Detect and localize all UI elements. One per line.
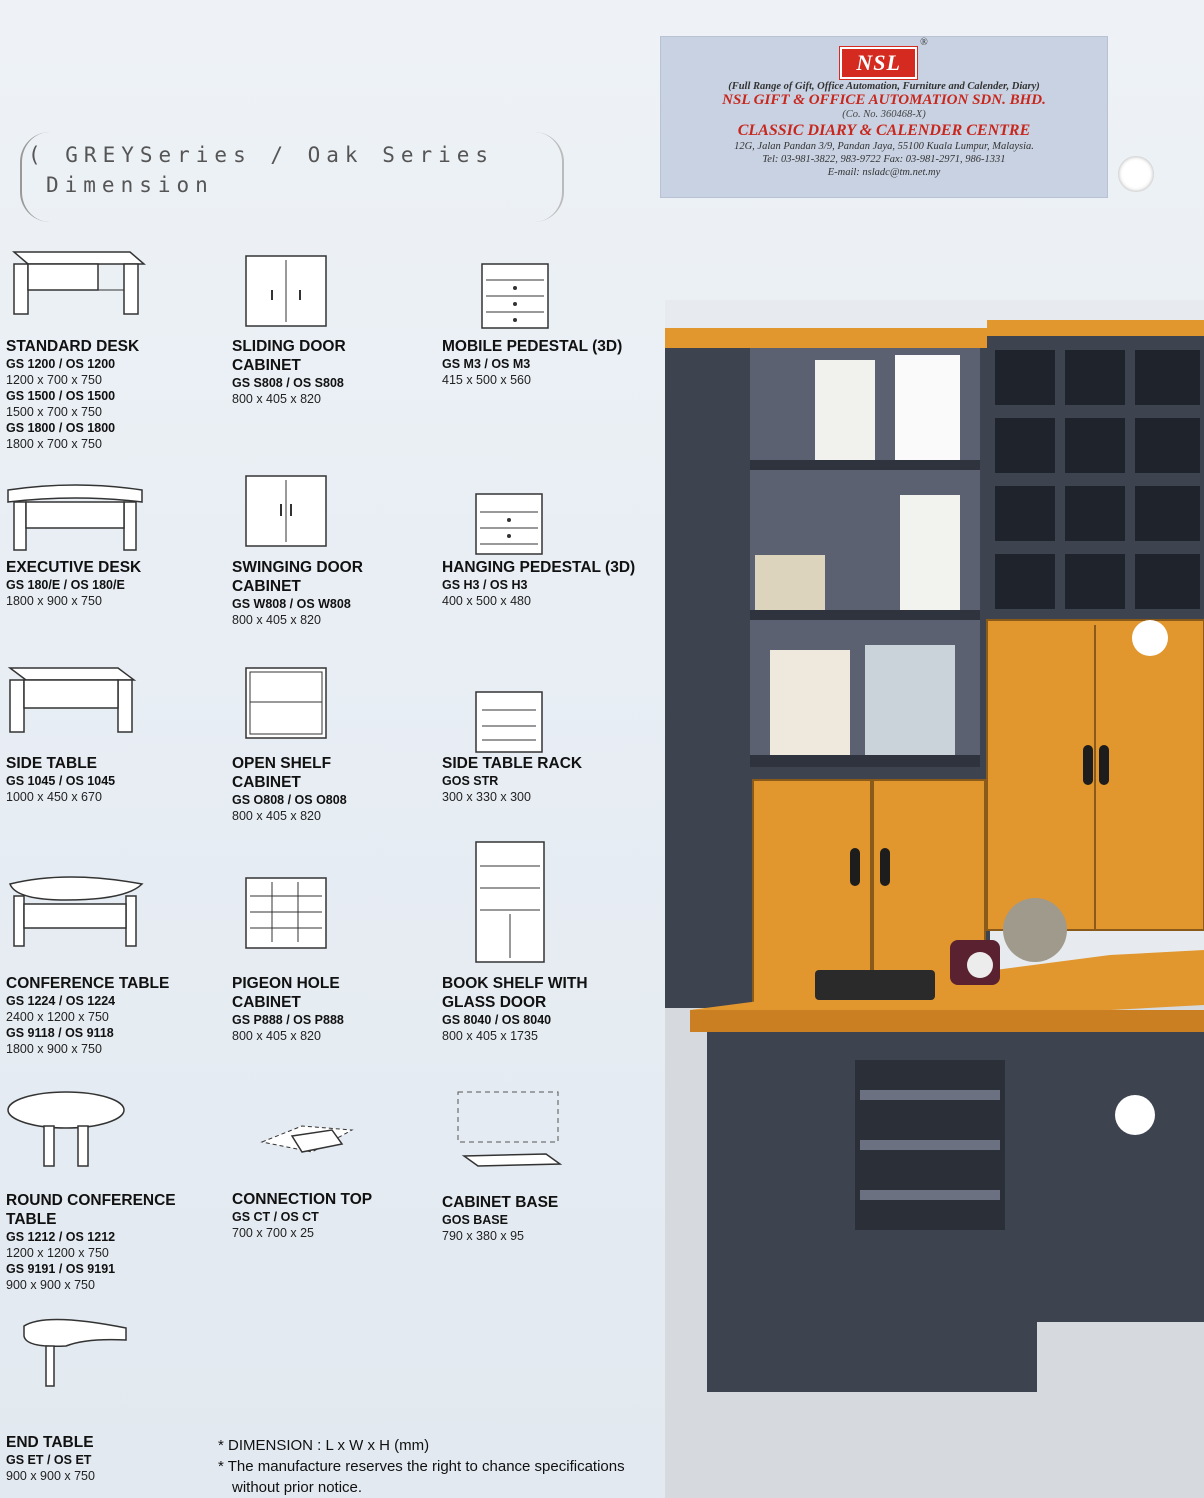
company-email: E-mail: nsladc@tm.net.my: [827, 167, 941, 178]
connection-top-entry: [232, 1190, 442, 1241]
standard-desk-drawing: [6, 240, 146, 322]
end-table-dimension: 900 x 900 x 750: [6, 1469, 95, 1483]
round-conference-table-dimension: 1200 x 1200 x 750: [6, 1246, 109, 1260]
swinging-door-cabinet-entry: [232, 558, 442, 628]
side-table-model-code: GS 1045 / OS 1045: [6, 774, 116, 788]
open-shelf-cabinet-entry: [232, 754, 442, 824]
conference-table-model-code: GS 9118 / OS 9118: [6, 1026, 114, 1040]
sliding-door-cabinet-name: CABINET: [232, 357, 301, 374]
nsl-logo: NSL: [840, 47, 917, 79]
hanging-pedestal-entry: [442, 558, 652, 609]
mobile-pedestal-dimension: 415 x 500 x 560: [442, 373, 531, 387]
sliding-door-cabinet-name: SLIDING DOOR: [232, 338, 346, 355]
open-shelf-cabinet-drawing: [232, 662, 372, 744]
pigeon-hole-cabinet-name: CABINET: [232, 994, 301, 1011]
cabinet-base-entry: [442, 1193, 652, 1244]
side-table-drawing: [6, 658, 146, 740]
sliding-door-cabinet-model-code: GS S808 / OS S808: [232, 376, 344, 390]
book-shelf-glass-door-model-code: GS 8040 / OS 8040: [442, 1013, 552, 1027]
open-shelf-cabinet-name: OPEN SHELF: [232, 755, 332, 772]
office-furniture-photo: [665, 300, 1204, 1498]
company-tagline: (Full Range of Gift, Office Automation, Furniture and Calender, Diary): [728, 81, 1040, 92]
connection-top-name: CONNECTION TOP: [232, 1191, 373, 1208]
book-shelf-glass-door-dimension: 800 x 405 x 1735: [442, 1029, 538, 1043]
end-table-drawing: [6, 1312, 146, 1394]
book-shelf-glass-door-name: BOOK SHELF WITH: [442, 975, 588, 992]
side-table-rack-name: SIDE TABLE RACK: [442, 755, 583, 772]
round-conference-table-model-code: GS 9191 / OS 9191: [6, 1262, 116, 1276]
pigeon-hole-cabinet-entry: [232, 974, 442, 1044]
executive-desk-model-code: GS 180/E / OS 180/E: [6, 578, 125, 592]
disclaimer-note: * The manufacture reserves the right to chance specifications without prior notice.: [218, 1458, 625, 1496]
standard-desk-model-code: GS 1800 / OS 1800: [6, 421, 116, 435]
mobile-pedestal-model-code: GS M3 / OS M3: [442, 357, 531, 371]
punch-hole: [1118, 156, 1154, 192]
side-table-dimension: 1000 x 450 x 670: [6, 790, 102, 804]
dimension-title: Dimension: [46, 173, 214, 197]
book-shelf-glass-door-entry: [442, 974, 652, 1044]
company-name: NSL GIFT & OFFICE AUTOMATION SDN. BHD.: [722, 92, 1046, 108]
sliding-door-cabinet-dimension: 800 x 405 x 820: [232, 392, 321, 406]
pigeon-hole-cabinet-dimension: 800 x 405 x 820: [232, 1029, 321, 1043]
mobile-pedestal-name: MOBILE PEDESTAL (3D): [442, 338, 623, 355]
round-conference-table-dimension: 900 x 900 x 750: [6, 1278, 95, 1292]
hanging-pedestal-model-code: GS H3 / OS H3: [442, 578, 528, 592]
open-shelf-cabinet-name: CABINET: [232, 774, 301, 791]
centre-name: CLASSIC DIARY & CALENDER CENTRE: [737, 122, 1031, 139]
conference-table-drawing: [6, 870, 146, 952]
standard-desk-dimension: 1800 x 700 x 750: [6, 437, 102, 451]
round-conference-table-entry: [6, 1191, 216, 1293]
hanging-pedestal-name: HANGING PEDESTAL (3D): [442, 559, 636, 576]
end-table-name: END TABLE: [6, 1434, 94, 1451]
side-table-rack-dimension: 300 x 330 x 300: [442, 790, 531, 804]
cabinet-base-drawing: [442, 1088, 582, 1170]
swinging-door-cabinet-name: CABINET: [232, 578, 301, 595]
standard-desk-name: STANDARD DESK: [6, 338, 140, 355]
standard-desk-dimension: 1500 x 700 x 750: [6, 405, 102, 419]
footnotes: [218, 1435, 638, 1498]
dimension-note: * DIMENSION : L x W x H (mm): [218, 1437, 430, 1454]
conference-table-model-code: GS 1224 / OS 1224: [6, 994, 116, 1008]
executive-desk-drawing: [6, 476, 146, 558]
round-conference-table-drawing: [6, 1090, 146, 1172]
side-table-entry: [6, 754, 216, 805]
swinging-door-cabinet-model-code: GS W808 / OS W808: [232, 597, 351, 611]
conference-table-dimension: 1800 x 900 x 750: [6, 1042, 102, 1056]
round-conference-table-name: TABLE: [6, 1211, 57, 1228]
side-table-rack-entry: [442, 754, 652, 805]
end-table-model-code: GS ET / OS ET: [6, 1453, 92, 1467]
sliding-door-cabinet-drawing: [232, 250, 372, 332]
open-shelf-cabinet-dimension: 800 x 405 x 820: [232, 809, 321, 823]
cabinet-base-model-code: GOS BASE: [442, 1213, 508, 1227]
round-conference-table-name: ROUND CONFERENCE: [6, 1192, 176, 1209]
swinging-door-cabinet-dimension: 800 x 405 x 820: [232, 613, 321, 627]
round-conference-table-model-code: GS 1212 / OS 1212: [6, 1230, 116, 1244]
sliding-door-cabinet-entry: [232, 337, 442, 407]
company-phone: Tel: 03-981-3822, 983-9722 Fax: 03-981-2971, 986-1331: [762, 154, 1006, 165]
pigeon-hole-cabinet-model-code: GS P888 / OS P888: [232, 1013, 344, 1027]
pigeon-hole-cabinet-name: PIGEON HOLE: [232, 975, 340, 992]
registered-mark: ®: [919, 37, 928, 48]
pigeon-hole-cabinet-drawing: [232, 872, 372, 954]
book-shelf-glass-door-drawing: [442, 840, 582, 966]
open-shelf-cabinet-model-code: GS O808 / OS O808: [232, 793, 347, 807]
conference-table-dimension: 2400 x 1200 x 750: [6, 1010, 109, 1024]
cabinet-base-dimension: 790 x 380 x 95: [442, 1229, 525, 1243]
executive-desk-entry: [6, 558, 216, 609]
end-table-entry: [6, 1433, 216, 1484]
connection-top-drawing: [232, 1112, 372, 1194]
company-card: [660, 36, 1108, 198]
executive-desk-name: EXECUTIVE DESK: [6, 559, 142, 576]
company-number: (Co. No. 360468-X): [842, 109, 926, 120]
company-address: 12G, Jalan Pandan 3/9, Pandan Jaya, 55100 Kuala Lumpur, Malaysia.: [734, 141, 1034, 152]
standard-desk-entry: [6, 337, 216, 452]
series-title: [28, 140, 494, 200]
side-table-rack-model-code: GOS STR: [442, 774, 499, 788]
mobile-pedestal-drawing: [442, 258, 582, 340]
book-shelf-glass-door-name: GLASS DOOR: [442, 994, 547, 1011]
swinging-door-cabinet-name: SWINGING DOOR: [232, 559, 363, 576]
swinging-door-cabinet-drawing: [232, 470, 372, 552]
standard-desk-model-code: GS 1200 / OS 1200: [6, 357, 116, 371]
conference-table-name: CONFERENCE TABLE: [6, 975, 170, 992]
standard-desk-model-code: GS 1500 / OS 1500: [6, 389, 116, 403]
conference-table-entry: [6, 974, 216, 1057]
executive-desk-dimension: 1800 x 900 x 750: [6, 594, 102, 608]
cabinet-base-name: CABINET BASE: [442, 1194, 559, 1211]
side-table-name: SIDE TABLE: [6, 755, 97, 772]
connection-top-model-code: GS CT / OS CT: [232, 1210, 319, 1224]
hanging-pedestal-dimension: 400 x 500 x 480: [442, 594, 531, 608]
mobile-pedestal-entry: [442, 337, 652, 388]
connection-top-dimension: 700 x 700 x 25: [232, 1226, 315, 1240]
standard-desk-dimension: 1200 x 700 x 750: [6, 373, 102, 387]
series-title-line: ( GREYSeries / Oak Series: [28, 143, 495, 167]
